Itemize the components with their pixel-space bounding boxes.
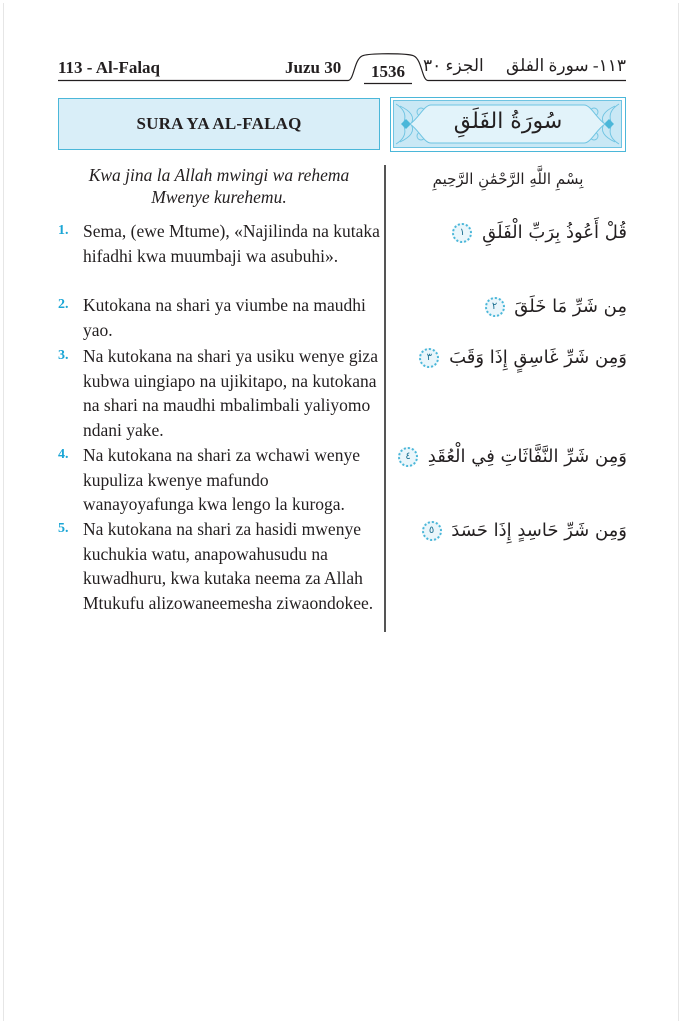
verse-number: 1. [58,223,69,238]
verse-arabic-text: قُلْ أَعُوذُ بِرَبِّ الْفَلَقِ [482,222,627,243]
verse-swahili [58,219,380,268]
sura-title-arabic: سُورَةُ الفَلَقِ [453,109,563,134]
header-juz-arabic: الجزء ٣٠ [423,56,484,75]
verse-text: Kutokana na shari ya viumbe na maudhi yao. [83,295,366,340]
basmala-arabic: بِسْمِ اللَّهِ الرَّحْمَٰنِ الرَّحِيمِ [432,170,584,188]
verse-arabic-text: وَمِن شَرِّ حَاسِدٍ إِذَا حَسَدَ [451,520,627,541]
verse-text: Na kutokana na shari ya usiku wenye giza kubwa uingiapo na ujikitapo, na kutokana na shari na maudhi mbalimbali yaliyomo ndani yake. [83,346,378,440]
running-header [58,52,626,84]
sura-title: SURA YA AL-FALAQ [136,114,302,133]
header-sura-label: 113 - Al-Falaq [58,58,161,77]
verse-arabic [395,296,627,317]
column-divider [384,165,386,632]
verse-number: 5. [58,521,69,536]
verse-arabic-text: وَمِن شَرِّ النَّفَّاثَاتِ فِي الْعُقَدِ [427,446,627,467]
header-juzu-label: Juzu 30 [285,58,342,77]
verse-number: 2. [58,297,69,312]
verse-text: Na kutokana na shari za wchawi wenye kupuliza kwenye mafundo wanayoyafunga kwa lengo la kuroga. [83,445,360,514]
ayah-marker-icon: ٥ [422,521,442,541]
ayah-marker-icon: ٣ [419,348,439,368]
basmala-swahili: Kwa jina la Allah mwingi wa rehema Mwenye kurehemu. [88,165,350,207]
header-sura-arabic: ١١٣- سورة الفلق [505,56,626,75]
ayah-marker-icon: ٢ [485,297,505,317]
sura-title-box [58,98,380,150]
verse-arabic-text: مِن شَرِّ مَا خَلَقَ [514,296,627,317]
verse-text: Na kutokana na shari za hasidi mwenye kuchukia watu, anapowahusudu na kuwadhuru, kwa kutaka neema za Allah Mtukufu alizowaneemesha ziwaondokee. [83,519,374,613]
page-number: 1536 [371,62,405,81]
verse-arabic [395,347,627,368]
ayah-marker-icon: ٤ [398,447,418,467]
verse-arabic [395,222,627,243]
verse-swahili [58,517,380,615]
verse-arabic [395,446,627,467]
verse-arabic-text: وَمِن شَرِّ غَاسِقٍ إِذَا وَقَبَ [449,347,627,368]
verse-arabic [395,520,627,541]
verse-number: 4. [58,447,69,462]
verse-text: Sema, (ewe Mtume), «Najilinda na kutaka hifadhi kwa muumbaji wa asubuhi». [83,221,380,266]
verse-swahili [58,293,380,342]
verse-number: 3. [58,348,69,363]
verse-swahili [58,344,380,442]
ayah-marker-icon: ١ [452,223,472,243]
sura-title-arabic-box [390,97,626,152]
verse-swahili [58,443,380,517]
